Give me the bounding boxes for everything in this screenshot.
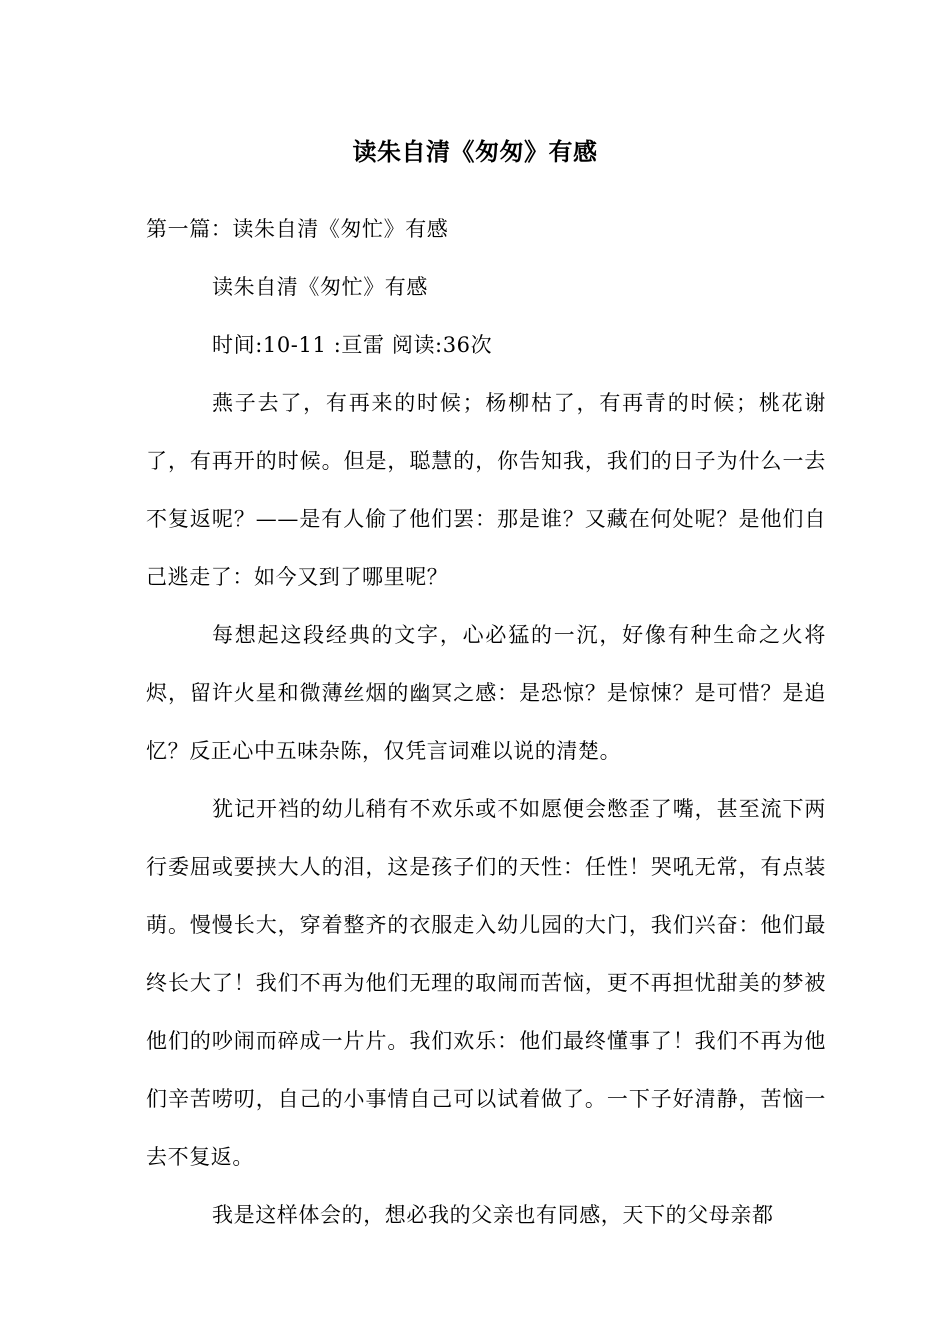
section-heading: 第一篇：读朱自清《匆忙》有感 [146, 217, 449, 241]
body-paragraph: 我是这样体会的，想必我的父亲也有同感，天下的父母亲都 [212, 1203, 774, 1227]
article-title: 读朱自清《匆忙》有感 [212, 275, 428, 299]
article-meta: 时间:10-11 :亘雷 阅读:36次 [212, 333, 493, 357]
document-title: 读朱自清《匆匆》有感 [352, 138, 598, 166]
body-paragraph: 燕子去了，有再来的时候；杨柳枯了，有再青的时候；桃花谢了，有再开的时候。但是，聪慧的，你告知我，我们的日子为什么一去不复返呢？——是有人偷了他们罢：那是谁？又藏在何处呢？是他们自己逃走了：如今又到了哪里呢？ [146, 391, 826, 589]
body-paragraph: 每想起这段经典的文字，心必猛的一沉，好像有种生命之火将烬，留许火星和微薄丝烟的幽冥之感：是恐惊？是惊悚？是可惜？是追忆？反正心中五味杂陈，仅凭言词难以说的清楚。 [146, 623, 826, 763]
document-body [146, 200, 826, 1244]
body-paragraph: 犹记开裆的幼儿稍有不欢乐或不如愿便会憋歪了嘴，甚至流下两行委屈或要挟大人的泪，这是孩子们的天性：任性！哭吼无常，有点装萌。慢慢长大，穿着整齐的衣服走入幼儿园的大门，我们兴奋：他们最终长大了！我们不再为他们无理的取闹而苦恼，更不再担忧甜美的梦被他们的吵闹而碎成一片片。我们欢乐：他们最终懂事了！我们不再为他们辛苦唠叨，自己的小事情自己可以试着做了。一下子好清静，苦恼一去不复返。 [146, 797, 826, 1169]
